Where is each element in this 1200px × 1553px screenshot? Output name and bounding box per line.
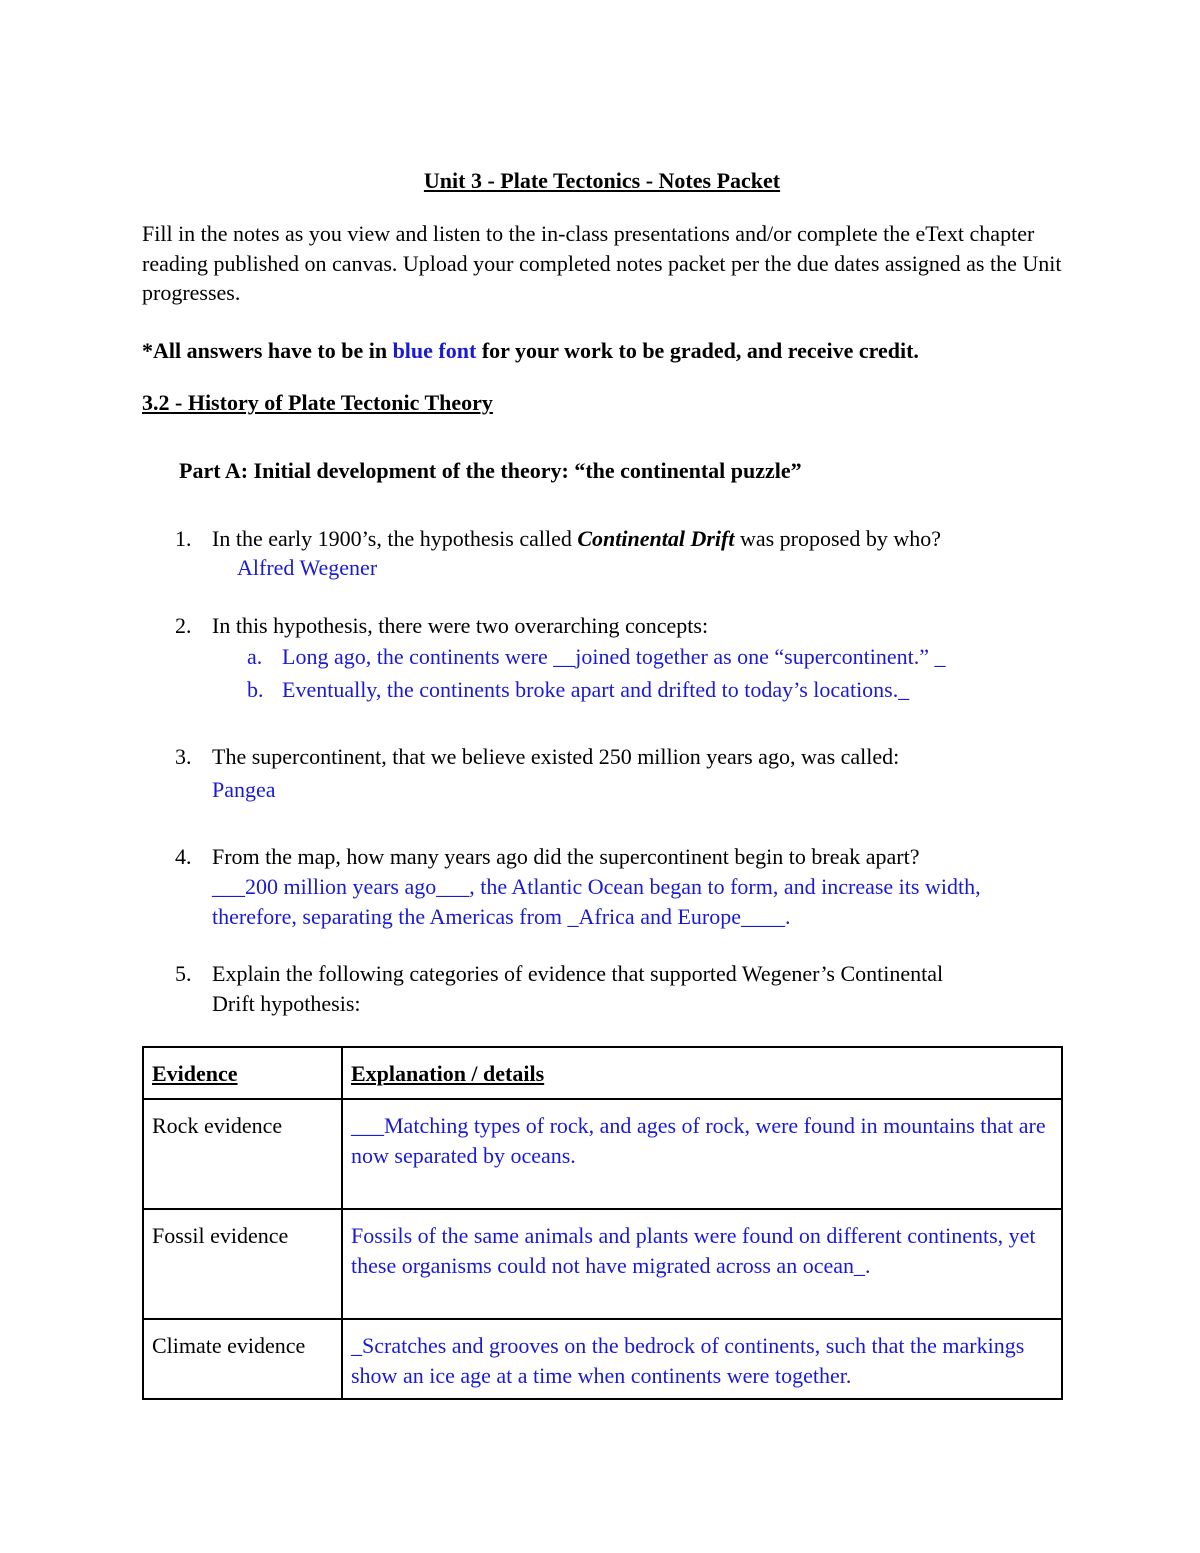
answer-3-text: Pangea bbox=[212, 777, 276, 802]
evidence-table bbox=[142, 1046, 1063, 1400]
table-header-row bbox=[143, 1047, 1062, 1099]
evidence-category: Rock evidence bbox=[143, 1099, 342, 1209]
evidence-category: Climate evidence bbox=[143, 1319, 342, 1399]
list-letter: a. bbox=[247, 644, 263, 669]
list-letter: b. bbox=[247, 677, 264, 702]
instruction-highlight: blue font bbox=[392, 338, 477, 363]
question-number: 1. bbox=[175, 526, 192, 551]
instruction-prefix: *All answers have to be in bbox=[142, 338, 393, 363]
answer-2a-text: Long ago, the continents were __joined together as one “supercontinent.” _ bbox=[282, 644, 946, 669]
instruction-suffix: for your work to be graded, and receive credit. bbox=[476, 338, 919, 363]
header-evidence: Evidence bbox=[143, 1047, 342, 1099]
question-number: 5. bbox=[175, 961, 192, 986]
evidence-explanation: _Scratches and grooves on the bedrock of continents, such that the markings show an ice age at a time when continents were together. bbox=[342, 1319, 1062, 1399]
page-title: Unit 3 - Plate Tectonics - Notes Packet bbox=[423, 168, 781, 193]
answer-instruction bbox=[142, 336, 919, 366]
table-row bbox=[143, 1099, 1062, 1209]
evidence-explanation: Fossils of the same animals and plants were found on different continents, yet these organisms could not have migrated across an ocean_. bbox=[342, 1209, 1062, 1319]
header-explanation: Explanation / details bbox=[342, 1047, 1062, 1099]
answer-1-text: Alfred Wegener bbox=[237, 555, 378, 580]
question-number: 3. bbox=[175, 744, 192, 769]
part-a-heading: Part A: Initial development of the theory: “the continental puzzle” bbox=[179, 458, 802, 483]
answer-2b-text: Eventually, the continents broke apart and drifted to today’s locations._ bbox=[282, 677, 910, 702]
section-heading: 3.2 - History of Plate Tectonic Theory bbox=[142, 390, 493, 415]
question-number: 4. bbox=[175, 844, 192, 869]
question-text bbox=[212, 524, 1062, 554]
evidence-category: Fossil evidence bbox=[143, 1209, 342, 1319]
question-1-term: Continental Drift bbox=[577, 526, 735, 551]
question-number: 2. bbox=[175, 613, 192, 638]
question-1-prefix: In the early 1900’s, the hypothesis called bbox=[212, 526, 578, 551]
question-text: Explain the following categories of evidence that supported Wegener’s Continental Drift hypothesis: bbox=[212, 961, 944, 1016]
table-row bbox=[143, 1209, 1062, 1319]
answer-4-text: ___200 million years ago___, the Atlantic Ocean began to form, and increase its width, therefore, separating the Americas from _Africa and Europe____. bbox=[212, 874, 981, 929]
question-text: From the map, how many years ago did the supercontinent begin to break apart? bbox=[212, 844, 920, 869]
question-1-suffix: was proposed by who? bbox=[734, 526, 941, 551]
question-text: In this hypothesis, there were two overarching concepts: bbox=[212, 613, 709, 638]
evidence-explanation: ___Matching types of rock, and ages of rock, were found in mountains that are now separated by oceans. bbox=[342, 1099, 1062, 1209]
table-row bbox=[143, 1319, 1062, 1399]
question-text: The supercontinent, that we believe existed 250 million years ago, was called: bbox=[212, 744, 900, 769]
intro-paragraph: Fill in the notes as you view and listen to the in-class presentations and/or complete the eText chapter reading published on canvas. Upload your completed notes packet per the due dates assigned as the Unit progresses. bbox=[142, 221, 1062, 305]
